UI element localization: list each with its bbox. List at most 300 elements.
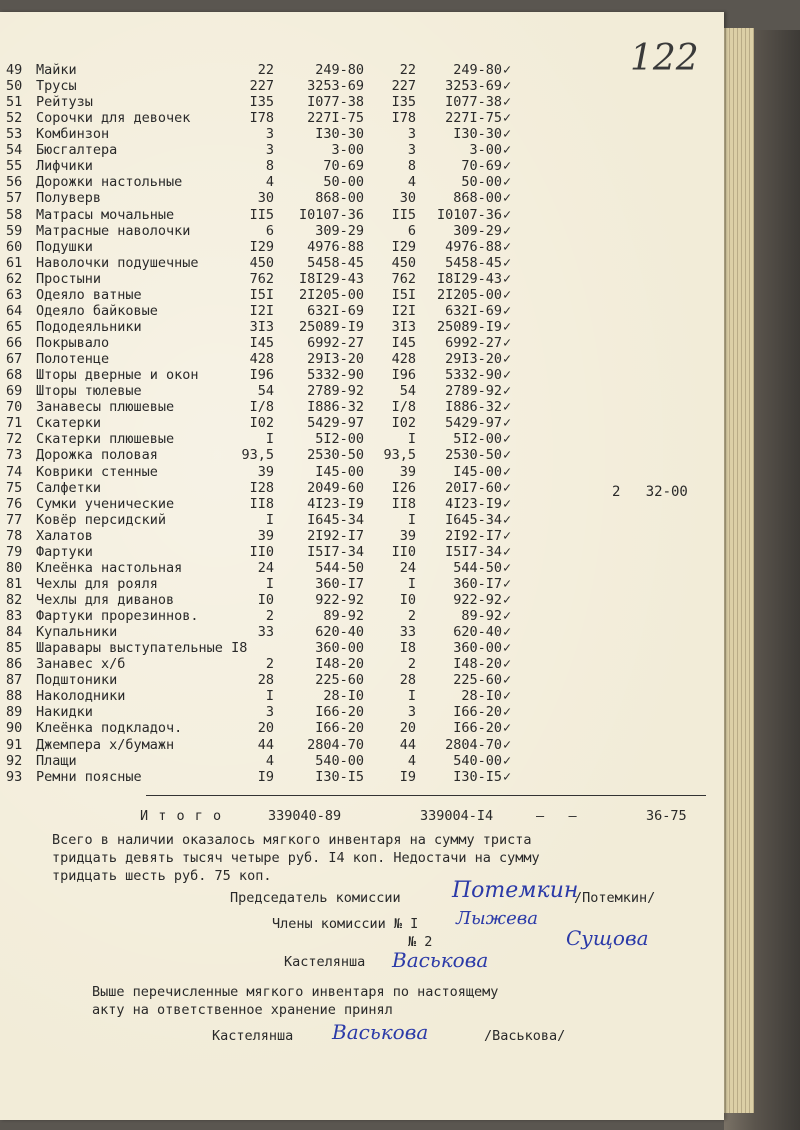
quantity-actual: I29 xyxy=(391,238,416,255)
table-row xyxy=(0,624,724,640)
check-mark-icon: ✓ xyxy=(503,511,512,528)
item-name: Занавес х/б xyxy=(36,656,126,673)
item-name: Одеяло байковые xyxy=(36,302,158,319)
row-number: 65 xyxy=(6,318,23,335)
quantity-actual: 3 xyxy=(407,704,416,721)
item-name: Подушки xyxy=(36,238,93,255)
sum-listed: 868-00 xyxy=(315,190,364,207)
quantity-listed: 4 xyxy=(265,752,274,769)
quantity-listed: 20 xyxy=(257,720,274,737)
item-name: Фартуки xyxy=(36,543,93,560)
item-name: Матрасные наволочки xyxy=(36,222,191,239)
sum-listed: 4976-88 xyxy=(307,238,364,255)
quantity-listed: I xyxy=(265,431,274,448)
quantity-actual: I5I xyxy=(391,286,416,303)
item-name: Джемпера х/бумажн xyxy=(36,736,175,753)
sum-actual: 2I92-I7 xyxy=(445,527,502,544)
sum-actual: 544-50 xyxy=(453,559,502,576)
check-mark-icon: ✓ xyxy=(503,640,512,657)
item-name: Скатерки плюшевые xyxy=(36,431,175,448)
check-mark-icon: ✓ xyxy=(503,543,512,560)
quantity-actual: 33 xyxy=(399,624,416,641)
item-name: Подштоники xyxy=(36,672,118,689)
quantity-actual: II8 xyxy=(391,495,416,512)
sum-actual: 89-92 xyxy=(461,608,502,625)
item-name: Ковёр персидский xyxy=(36,511,167,528)
quantity-listed: I35 xyxy=(249,94,274,111)
row-number: 83 xyxy=(6,608,23,625)
row-number: 49 xyxy=(6,62,23,78)
sum-listed: 632I-69 xyxy=(307,302,364,319)
check-mark-icon: ✓ xyxy=(503,174,512,191)
check-mark-icon: ✓ xyxy=(503,399,512,416)
check-mark-icon: ✓ xyxy=(503,495,512,512)
sum-actual: 632I-69 xyxy=(445,302,502,319)
quantity-listed: I96 xyxy=(249,367,274,384)
row-number: 51 xyxy=(6,94,23,111)
sum-actual: 360-I7 xyxy=(453,575,502,592)
sum-listed: 5332-90 xyxy=(307,367,364,384)
sum-actual: I645-34 xyxy=(445,511,502,528)
quantity-actual: 762 xyxy=(391,270,416,287)
table-row xyxy=(0,110,724,126)
row-number: 63 xyxy=(6,286,23,303)
quantity-actual: II5 xyxy=(391,206,416,223)
row-number: 79 xyxy=(6,543,23,560)
item-name: Дорожки настольные xyxy=(36,174,183,191)
sum-listed: I8I29-43 xyxy=(298,270,364,287)
totals-dashes: – – xyxy=(536,808,577,824)
sum-actual: 4976-88 xyxy=(445,238,502,255)
quantity-listed: 44 xyxy=(257,736,274,753)
quantity-listed: I/8 xyxy=(249,399,274,416)
row-number: 80 xyxy=(6,559,23,576)
check-mark-icon: ✓ xyxy=(503,318,512,335)
quantity-listed: 428 xyxy=(249,351,274,368)
item-name: Чехлы для диванов xyxy=(36,591,175,608)
item-name: Купальники xyxy=(36,624,118,641)
row-number: 74 xyxy=(6,463,23,480)
sum-actual: 540-00 xyxy=(453,752,502,769)
table-row xyxy=(0,319,724,335)
row-number: 62 xyxy=(6,270,23,287)
sum-listed: 89-92 xyxy=(323,608,364,625)
item-name: Бюсгалтера xyxy=(36,142,118,159)
table-row xyxy=(0,592,724,608)
check-mark-icon: ✓ xyxy=(503,704,512,721)
row-number: 73 xyxy=(6,447,23,464)
totals-shortage: 36-75 xyxy=(646,808,687,824)
quantity-listed: I45 xyxy=(249,335,274,352)
sum-listed: 249-80 xyxy=(315,62,364,78)
sum-actual: 5I2-00 xyxy=(453,431,502,448)
document-page xyxy=(0,12,724,1120)
sum-listed: I66-20 xyxy=(315,704,364,721)
quantity-listed: 3 xyxy=(265,704,274,721)
table-row xyxy=(0,223,724,239)
quantity-listed: 3 xyxy=(265,142,274,159)
sum-actual: 20I7-60 xyxy=(445,479,502,496)
table-row xyxy=(0,528,724,544)
row-number: 57 xyxy=(6,190,23,207)
sum-listed: 2I205-00 xyxy=(298,286,364,303)
row-number: 89 xyxy=(6,704,23,721)
check-mark-icon: ✓ xyxy=(503,158,512,175)
sum-actual: I66-20 xyxy=(453,704,502,721)
quantity-actual: I45 xyxy=(391,335,416,352)
quantity-actual: I xyxy=(407,575,416,592)
quantity-listed: 450 xyxy=(249,254,274,271)
item-name: Дорожка половая xyxy=(36,447,158,464)
row-number: 70 xyxy=(6,399,23,416)
totals-sum-actual: 339004-I4 xyxy=(420,808,494,824)
sum-listed: 360-I7 xyxy=(315,575,364,592)
table-row xyxy=(0,255,724,271)
quantity-listed: 4 xyxy=(265,174,274,191)
row-number: 92 xyxy=(6,752,23,769)
sum-listed: I48-20 xyxy=(315,656,364,673)
sum-listed: 620-40 xyxy=(315,624,364,641)
quantity-actual: I xyxy=(407,511,416,528)
check-mark-icon: ✓ xyxy=(503,608,512,625)
sum-actual: 4I23-I9 xyxy=(445,495,502,512)
item-name: Сорочки для девочек xyxy=(36,110,191,127)
row-number: 56 xyxy=(6,174,23,191)
quantity-actual: 227 xyxy=(391,78,416,95)
quantity-actual: 44 xyxy=(399,736,416,753)
quantity-listed: 28 xyxy=(257,672,274,689)
sum-listed: I30-I5 xyxy=(315,768,364,785)
sum-actual: 922-92 xyxy=(453,591,502,608)
row-number: 50 xyxy=(6,78,23,95)
row-number: 75 xyxy=(6,479,23,496)
sum-listed: I30-30 xyxy=(315,126,364,143)
sum-listed: 28-I0 xyxy=(323,688,364,705)
check-mark-icon: ✓ xyxy=(503,62,512,78)
sum-listed: 4I23-I9 xyxy=(307,495,364,512)
sum-actual: 25089-I9 xyxy=(436,318,502,335)
row-number: 67 xyxy=(6,351,23,368)
check-mark-icon: ✓ xyxy=(503,270,512,287)
row-number: 69 xyxy=(6,383,23,400)
table-row xyxy=(0,576,724,592)
quantity-listed: I9 xyxy=(257,768,274,785)
row-number: 61 xyxy=(6,254,23,271)
quantity-listed: II0 xyxy=(249,543,274,560)
sum-actual: I8I29-43 xyxy=(436,270,502,287)
item-name: Халатов xyxy=(36,527,93,544)
check-mark-icon: ✓ xyxy=(503,672,512,689)
check-mark-icon: ✓ xyxy=(503,447,512,464)
table-row xyxy=(0,464,724,480)
check-mark-icon: ✓ xyxy=(503,591,512,608)
quantity-actual: 39 xyxy=(399,463,416,480)
check-mark-icon: ✓ xyxy=(503,302,512,319)
castellan2-signature: Васькова xyxy=(332,1020,429,1044)
quantity-listed: I5I xyxy=(249,286,274,303)
item-name: Наколодники xyxy=(36,688,126,705)
sum-listed: 3253-69 xyxy=(307,78,364,95)
table-row xyxy=(0,158,724,174)
check-mark-icon: ✓ xyxy=(503,351,512,368)
check-mark-icon: ✓ xyxy=(503,142,512,159)
quantity-actual: 20 xyxy=(399,720,416,737)
row-number: 54 xyxy=(6,142,23,159)
table-row xyxy=(0,769,724,785)
quantity-actual: 4 xyxy=(407,174,416,191)
quantity-actual: I02 xyxy=(391,415,416,432)
row-number: 82 xyxy=(6,591,23,608)
castellan-label: Кастелянша xyxy=(284,954,366,970)
row-number: 87 xyxy=(6,672,23,689)
quantity-listed: I78 xyxy=(249,110,274,127)
sum-listed: 2804-70 xyxy=(307,736,364,753)
row-number: 88 xyxy=(6,688,23,705)
sum-actual: 868-00 xyxy=(453,190,502,207)
quantity-actual: I9 xyxy=(399,768,416,785)
quantity-actual: 30 xyxy=(399,190,416,207)
item-name: Клеёнка подкладоч. xyxy=(36,720,183,737)
row-number: 90 xyxy=(6,720,23,737)
check-mark-icon: ✓ xyxy=(503,768,512,785)
castellan2-name: /Васькова/ xyxy=(484,1028,566,1044)
castellan-signature: Васькова xyxy=(392,948,489,972)
item-name: Пододеяльники xyxy=(36,318,142,335)
table-row xyxy=(0,190,724,206)
table-row xyxy=(0,239,724,255)
quantity-actual: I xyxy=(407,688,416,705)
quantity-listed: 24 xyxy=(257,559,274,576)
table-row xyxy=(0,303,724,319)
quantity-listed: I xyxy=(265,511,274,528)
table-row xyxy=(0,351,724,367)
quantity-listed: 39 xyxy=(257,463,274,480)
sum-actual: 29I3-20 xyxy=(445,351,502,368)
quantity-listed: 6 xyxy=(265,222,274,239)
check-mark-icon: ✓ xyxy=(503,206,512,223)
table-row xyxy=(0,512,724,528)
sum-listed: 3-00 xyxy=(331,142,364,159)
quantity-actual: 2 xyxy=(407,656,416,673)
check-mark-icon: ✓ xyxy=(503,463,512,480)
quantity-actual: 6 xyxy=(407,222,416,239)
sum-actual: 28-I0 xyxy=(461,688,502,705)
quantity-listed: 227 xyxy=(249,78,274,95)
quantity-actual: I78 xyxy=(391,110,416,127)
sum-listed: I886-32 xyxy=(307,399,364,416)
row-number: 71 xyxy=(6,415,23,432)
row-number: 52 xyxy=(6,110,23,127)
summary-line-1: Всего в наличии оказалось мягкого инвентаря на сумму триста xyxy=(52,832,532,848)
page-number: 122 xyxy=(630,38,699,79)
row-number: 81 xyxy=(6,575,23,592)
totals-sum-listed: 339040-89 xyxy=(268,808,342,824)
table-row xyxy=(0,447,724,463)
item-name: Одеяло ватные xyxy=(36,286,142,303)
row-number: 91 xyxy=(6,736,23,753)
sum-listed: 544-50 xyxy=(315,559,364,576)
item-name: Фартуки прорезиннов. xyxy=(36,608,199,625)
check-mark-icon: ✓ xyxy=(503,190,512,207)
item-name: Шторы тюлевые xyxy=(36,383,142,400)
item-name: Простыни xyxy=(36,270,102,287)
row-number: 59 xyxy=(6,222,23,239)
quantity-actual: 28 xyxy=(399,672,416,689)
row-number: 77 xyxy=(6,511,23,528)
check-mark-icon: ✓ xyxy=(503,624,512,641)
item-name: Коврики стенные xyxy=(36,463,158,480)
row-number: 58 xyxy=(6,206,23,223)
quantity-listed: 8 xyxy=(265,158,274,175)
quantity-listed: I28 xyxy=(249,479,274,496)
quantity-actual: 4 xyxy=(407,752,416,769)
check-mark-icon: ✓ xyxy=(503,286,512,303)
quantity-actual: I/8 xyxy=(391,399,416,416)
sum-listed: 2I92-I7 xyxy=(307,527,364,544)
table-row xyxy=(0,737,724,753)
row-number: 66 xyxy=(6,335,23,352)
table-row xyxy=(0,335,724,351)
table-row xyxy=(0,608,724,624)
sum-actual: 249-80 xyxy=(453,62,502,78)
check-mark-icon: ✓ xyxy=(503,335,512,352)
chairman-label: Председатель комиссии xyxy=(230,890,401,906)
item-name: Рейтузы xyxy=(36,94,93,111)
sum-listed: 540-00 xyxy=(315,752,364,769)
sum-listed: 50-00 xyxy=(323,174,364,191)
sum-actual: I0107-36 xyxy=(436,206,502,223)
row-number: 55 xyxy=(6,158,23,175)
sum-actual: 620-40 xyxy=(453,624,502,641)
quantity-listed: 3 xyxy=(265,126,274,143)
table-row xyxy=(0,383,724,399)
row-number: 64 xyxy=(6,302,23,319)
sum-actual: I5I7-34 xyxy=(445,543,502,560)
quantity-listed: I2I xyxy=(249,302,274,319)
sum-actual: 70-69 xyxy=(461,158,502,175)
check-mark-icon: ✓ xyxy=(503,431,512,448)
quantity-actual: I0 xyxy=(399,591,416,608)
quantity-actual: 3 xyxy=(407,142,416,159)
quantity-listed: 33 xyxy=(257,624,274,641)
sum-actual: 5332-90 xyxy=(445,367,502,384)
check-mark-icon: ✓ xyxy=(503,110,512,127)
quantity-actual: 450 xyxy=(391,254,416,271)
quantity-actual: 24 xyxy=(399,559,416,576)
quantity-actual: 3I3 xyxy=(391,318,416,335)
item-name: Шаравары выступательные I8 xyxy=(36,640,248,657)
sum-actual: 2530-50 xyxy=(445,447,502,464)
sum-listed: I45-00 xyxy=(315,463,364,480)
quantity-listed: 22 xyxy=(257,62,274,78)
item-name: Майки xyxy=(36,62,77,78)
row-number: 85 xyxy=(6,640,23,657)
table-row xyxy=(0,560,724,576)
sum-listed: I645-34 xyxy=(307,511,364,528)
quantity-actual: 22 xyxy=(399,62,416,78)
table-row xyxy=(0,207,724,223)
check-mark-icon: ✓ xyxy=(503,78,512,95)
table-row xyxy=(0,672,724,688)
table-row xyxy=(0,640,724,656)
item-name: Накидки xyxy=(36,704,93,721)
sum-listed: 225-60 xyxy=(315,672,364,689)
sum-actual: I30-30 xyxy=(453,126,502,143)
sum-actual: I30-I5 xyxy=(453,768,502,785)
side-note: 2 32-00 xyxy=(612,484,688,500)
row-number: 86 xyxy=(6,656,23,673)
castellan2-label: Кастелянша xyxy=(212,1028,294,1044)
row-number: 53 xyxy=(6,126,23,143)
quantity-listed: I xyxy=(265,688,274,705)
members-label: Члены комиссии № I xyxy=(272,916,419,932)
table-row xyxy=(0,126,724,142)
row-number: 93 xyxy=(6,768,23,785)
quantity-listed: 762 xyxy=(249,270,274,287)
sum-listed: 2530-50 xyxy=(307,447,364,464)
check-mark-icon: ✓ xyxy=(503,656,512,673)
sum-listed: 360-00 xyxy=(315,640,364,657)
check-mark-icon: ✓ xyxy=(503,720,512,737)
sum-listed: 5I2-00 xyxy=(315,431,364,448)
sum-listed: 309-29 xyxy=(315,222,364,239)
check-mark-icon: ✓ xyxy=(503,94,512,111)
item-name: Сумки ученические xyxy=(36,495,175,512)
totals-rule xyxy=(146,795,706,796)
table-row xyxy=(0,78,724,94)
quantity-listed: I0 xyxy=(257,591,274,608)
member2-label: № 2 xyxy=(408,934,433,950)
check-mark-icon: ✓ xyxy=(503,367,512,384)
item-name: Ремни поясные xyxy=(36,768,142,785)
totals-label: И т о г о xyxy=(140,808,223,824)
quantity-actual: II0 xyxy=(391,543,416,560)
item-name: Лифчики xyxy=(36,158,93,175)
quantity-listed: I02 xyxy=(249,415,274,432)
summary-line-2: тридцать девять тысяч четыре руб. I4 коп. Недостачи на сумму xyxy=(52,850,540,866)
sum-actual: 225-60 xyxy=(453,672,502,689)
check-mark-icon: ✓ xyxy=(503,479,512,496)
sum-listed: I5I7-34 xyxy=(307,543,364,560)
quantity-actual: I8 xyxy=(399,640,416,657)
check-mark-icon: ✓ xyxy=(503,736,512,753)
quantity-listed: 3I3 xyxy=(249,318,274,335)
check-mark-icon: ✓ xyxy=(503,238,512,255)
item-name: Полотенце xyxy=(36,351,110,368)
table-row xyxy=(0,704,724,720)
sum-listed: 6992-27 xyxy=(307,335,364,352)
quantity-actual: 3 xyxy=(407,126,416,143)
table-row xyxy=(0,62,724,78)
sum-actual: I48-20 xyxy=(453,656,502,673)
sum-listed: I0107-36 xyxy=(298,206,364,223)
table-row xyxy=(0,271,724,287)
sum-listed: I077-38 xyxy=(307,94,364,111)
item-name: Покрывало xyxy=(36,335,110,352)
table-row xyxy=(0,688,724,704)
quantity-actual: 8 xyxy=(407,158,416,175)
item-name: Плащи xyxy=(36,752,77,769)
sum-actual: I45-00 xyxy=(453,463,502,480)
sum-actual: 3-00 xyxy=(469,142,502,159)
table-row xyxy=(0,174,724,190)
quantity-actual: 54 xyxy=(399,383,416,400)
sum-actual: 360-00 xyxy=(453,640,502,657)
sum-listed: 5429-97 xyxy=(307,415,364,432)
quantity-actual: 93,5 xyxy=(383,447,416,464)
sum-listed: 25089-I9 xyxy=(298,318,364,335)
row-number: 60 xyxy=(6,238,23,255)
